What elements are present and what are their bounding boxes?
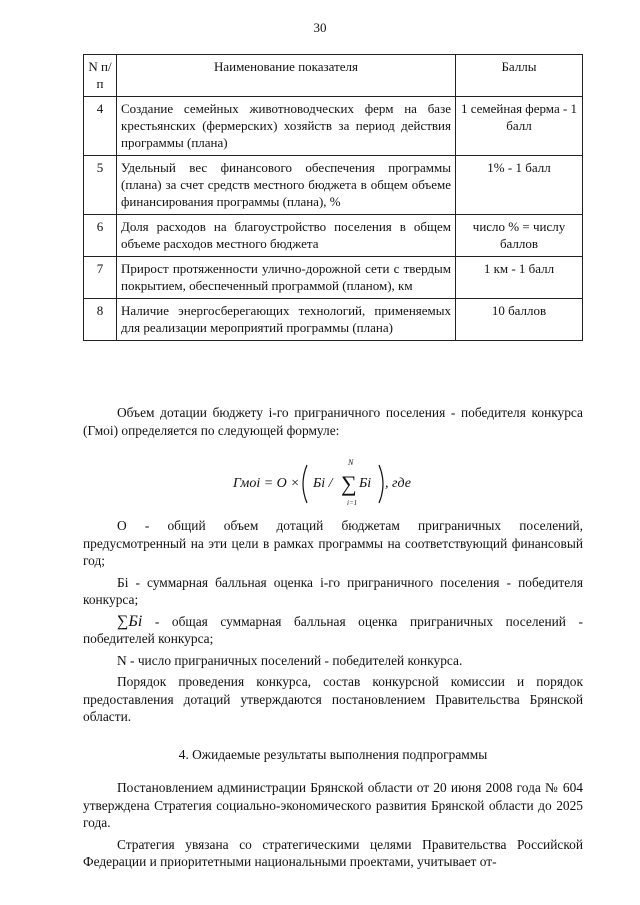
row-score: 10 баллов [456,299,583,341]
formula-sum-top: N [348,458,354,467]
row-name: Наличие энергосберегающих технологий, применяемых для реализации мероприятий программы (плана) [117,299,456,341]
indicators-table [83,54,583,341]
page-number: 30 [313,20,327,35]
row-num: 5 [84,156,117,215]
procedure-paragraph: Порядок проведения конкурса, состав конкурсной комиссии и порядок предоставления дотаций утверждаются постановлением Правительства Брянской области. [83,674,583,724]
table-row [84,257,583,299]
row-name: Создание семейных животноводческих ферм на базе крестьянских (фермерских) хозяйств за период действия программы (плана) [117,97,456,156]
row-score: число % = числу баллов [456,215,583,257]
section-heading: 4. Ожидаемые результаты выполнения подпрограммы [178,746,488,762]
definition-n: N - число приграничных поселений - победителей конкурса. [117,652,463,668]
definition-sum-text: - общая суммарная балльная оценка приграничных поселений - победителей конкурса; [83,613,583,646]
formula-lhs: Гмоi = О × [233,476,300,491]
row-num: 4 [84,97,117,156]
document-body [83,404,583,871]
table-header-row [84,55,583,97]
row-name: Удельный вес финансового обеспечения программы (плана) за счет средств местного бюджета в общем объеме финансирования программы (плана), % [117,156,456,215]
row-name: Доля расходов на благоустройство поселения в общем объеме расходов местного бюджета [117,215,456,257]
sum-symbol: ∑Бi [117,612,143,630]
header-name: Наименование показателя [117,55,456,97]
left-paren [303,465,307,503]
paragraph-strategy-link: Стратегия увязана со стратегическими целями Правительства Российской Федерации и приоритетными национальными проектами, учитывает от- [83,836,583,869]
dotation-formula [83,449,583,513]
row-score: 1 км - 1 балл [456,257,583,299]
definition-sum [83,613,583,648]
row-score: 1 семейная ферма - 1 балл [456,97,583,156]
row-num: 8 [84,299,117,341]
right-paren [379,465,383,503]
formula-sum-term: Бi [359,476,372,491]
row-name: Прирост протяженности улично-дорожной сети с твердым покрытием, обеспеченный программой (планом), км [117,257,456,299]
formula-term: Бi / [313,476,333,491]
formula-graphic [233,449,433,513]
row-num: 6 [84,215,117,257]
table-row [84,97,583,156]
formula-sum-bottom: i=1 [347,499,358,507]
definition-o: О - общий объем дотаций бюджетам приграничных поселений, предусмотренный на эти цели в рамках программы на соответствующий финансовый год; [83,518,583,568]
definition-bi: Бi - суммарная балльная оценка i-го приграничного поселения - победителя конкурса; [83,574,583,607]
formula-tail: , где [385,476,411,491]
row-num: 7 [84,257,117,299]
formula-intro: Объем дотации бюджету i-го приграничного поселения - победителя конкурса (Гмоi) определяется по следующей формуле: [83,405,583,438]
table-row [84,299,583,341]
paragraph-strategy: Постановлением администрации Брянской области от 20 июня 2008 года № 604 утверждена Стратегия социально-экономического развития Брянской области до 2025 года. [83,780,583,830]
table-row [84,215,583,257]
sum-icon: ∑ [341,471,357,496]
table-row [84,156,583,215]
header-score: Баллы [456,55,583,97]
row-score: 1% - 1 балл [456,156,583,215]
header-num: N п/п [84,55,117,97]
